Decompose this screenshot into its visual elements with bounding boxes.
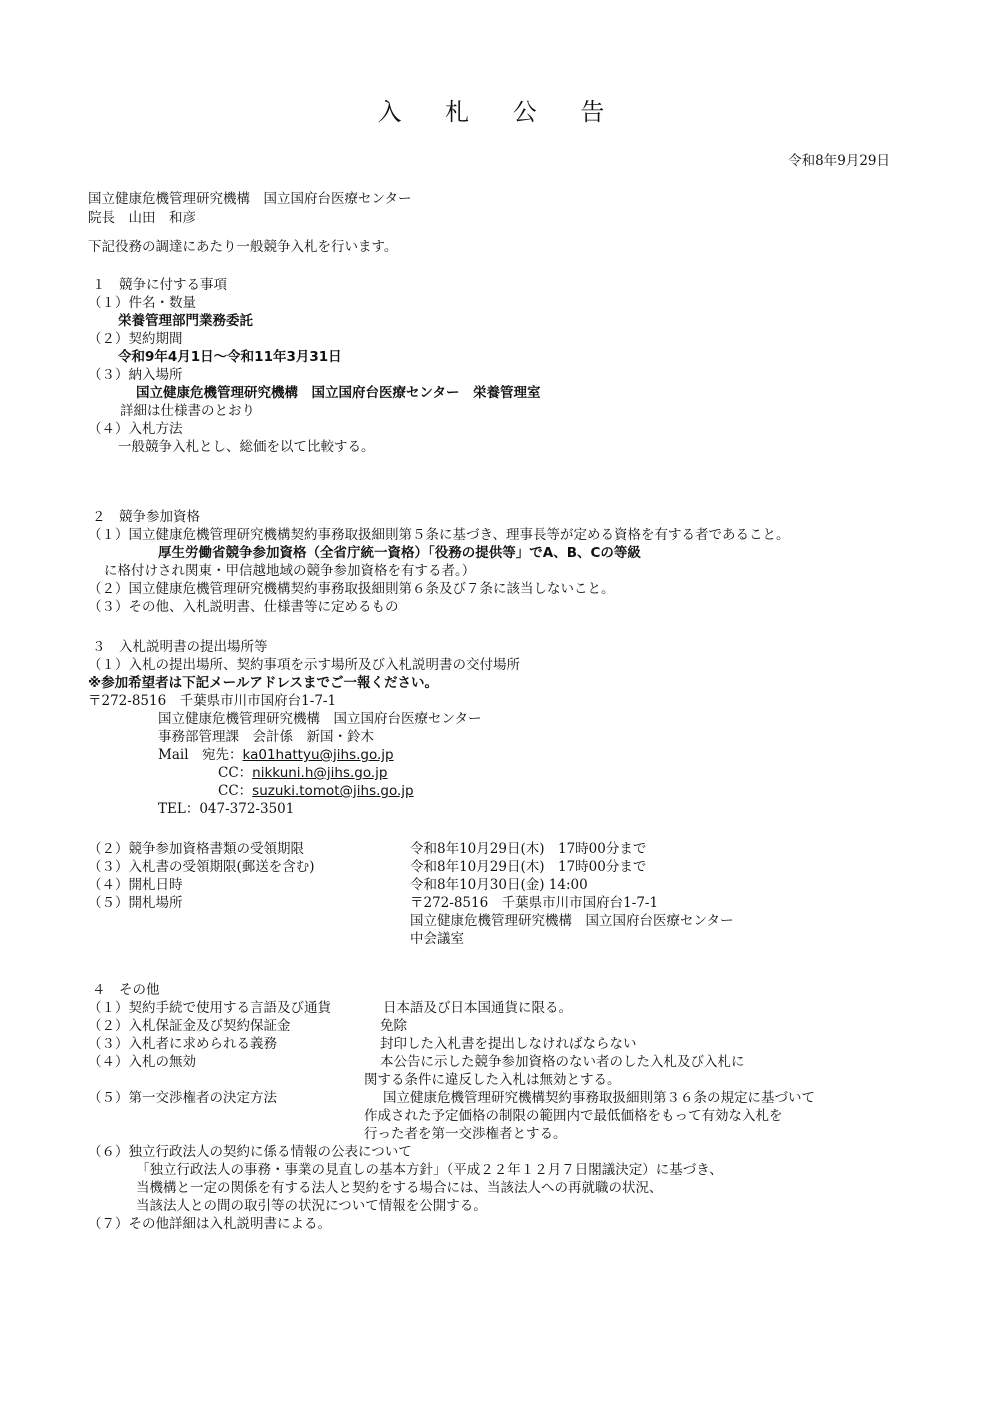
s1-item2-value: 令和9年4月1日～令和11年3月31日 bbox=[118, 349, 342, 365]
s4-item6-text: 「独立行政法人の事務・事業の見直しの基本方針」（平成２２年１２月７日閣議決定）に基づき、 bbox=[136, 1162, 723, 1178]
s4-item7: （７）その他詳細は入札説明書による。 bbox=[88, 1216, 331, 1232]
s4-item2-label: （２）入札保証金及び契約保証金 bbox=[88, 1018, 291, 1034]
s3-opening-place-org: 国立健康危機管理研究機構 国立国府台医療センター bbox=[410, 913, 734, 929]
s3-postal-address: 〒272-8516 千葉県市川市国府台1-7-1 bbox=[88, 693, 337, 709]
s4-item6-text-cont2: 当該法人との間の取引等の状況について情報を公開する。 bbox=[136, 1198, 487, 1214]
s1-item3-note: 詳細は仕様書のとおり bbox=[120, 403, 255, 419]
s4-item5-value: 国立健康危機管理研究機構契約事務取扱細則第３６条の規定に基づいて bbox=[383, 1090, 815, 1106]
s4-item6-text-cont: 当機構と一定の関係を有する法人と契約をする場合には、当該法人への再就職の状況、 bbox=[136, 1180, 663, 1196]
s4-item5-value-cont2: 行った者を第一交渉権者とする。 bbox=[364, 1126, 567, 1142]
s3-row-label: （３）入札書の受領期限(郵送を含む) bbox=[88, 859, 315, 875]
s3-row-label: （２）競争参加資格書類の受領期限 bbox=[88, 841, 304, 857]
s2-item1: （１）国立健康危機管理研究機構契約事務取扱細則第５条に基づき、理事長等が定める資格を有する者であること。 bbox=[88, 527, 790, 543]
s3-cc2-row bbox=[218, 782, 414, 800]
s3-row-value: 〒272-8516 千葉県市川市国府台1-7-1 bbox=[410, 895, 659, 911]
s4-item5-value-cont: 作成された予定価格の制限の範囲内で最低価格をもって有効な入札を bbox=[364, 1108, 783, 1124]
section1-heading: １ 競争に付する事項 bbox=[92, 277, 227, 293]
mail-label: Mail 宛先： bbox=[158, 747, 243, 763]
s1-item1-value: 栄養管理部門業務委託 bbox=[118, 313, 253, 329]
s3-org: 国立健康危機管理研究機構 国立国府台医療センター bbox=[158, 711, 482, 727]
cc1-link[interactable]: nikkuni.h@jihs.go.jp bbox=[252, 765, 388, 781]
s2-item3: （３）その他、入札説明書、仕様書等に定めるもの bbox=[88, 599, 399, 615]
s3-row-label: （５）開札場所 bbox=[88, 895, 183, 911]
section3-heading: ３ 入札説明書の提出場所等 bbox=[92, 639, 268, 655]
cc2-link[interactable]: suzuki.tomot@jihs.go.jp bbox=[252, 783, 414, 799]
s3-tel: TEL：047-372-3501 bbox=[158, 801, 295, 817]
s3-opening-place-room: 中会議室 bbox=[410, 931, 464, 947]
s4-item5-label: （５）第一交渉権者の決定方法 bbox=[88, 1090, 277, 1106]
mail-to-link[interactable]: ka01hattyu@jihs.go.jp bbox=[242, 747, 394, 763]
s3-item1: （１）入札の提出場所、契約事項を示す場所及び入札説明書の交付場所 bbox=[88, 657, 520, 673]
s2-item2: （２）国立健康危機管理研究機構契約事務取扱細則第６条及び７条に該当しないこと。 bbox=[88, 581, 615, 597]
s3-notice: ※参加希望者は下記メールアドレスまでご一報ください。 bbox=[88, 675, 438, 691]
s4-item2-value: 免除 bbox=[380, 1018, 407, 1034]
cc1-label: CC： bbox=[218, 765, 253, 781]
s4-item3-label: （３）入札者に求められる義務 bbox=[88, 1036, 277, 1052]
s3-dept: 事務部管理課 会計係 新国・鈴木 bbox=[158, 729, 374, 745]
s4-item1-label: （１）契約手続で使用する言語及び通貨 bbox=[88, 1000, 331, 1016]
s3-cc1-row bbox=[218, 764, 388, 782]
s2-item1-region: に格付けされ関東・甲信越地域の競争参加資格を有する者。） bbox=[104, 563, 476, 579]
cc2-label: CC： bbox=[218, 783, 253, 799]
s4-item4-value-cont: 関する条件に違反した入札は無効とする。 bbox=[364, 1072, 621, 1088]
document-title: 入 札 公 告 bbox=[377, 98, 623, 126]
s3-row-value: 令和8年10月30日(金) 14:00 bbox=[410, 877, 588, 893]
s4-item4-label: （４）入札の無効 bbox=[88, 1054, 196, 1070]
s4-item1-value: 日本語及び日本国通貨に限る。 bbox=[383, 1000, 572, 1016]
s4-item3-value: 封印した入札書を提出しなければならない bbox=[380, 1036, 637, 1052]
s4-item6-label: （６）独立行政法人の契約に係る情報の公表について bbox=[88, 1144, 412, 1160]
s3-row-value: 令和8年10月29日(木) 17時00分まで bbox=[410, 859, 647, 875]
section2-heading: ２ 競争参加資格 bbox=[92, 509, 200, 525]
s1-item2-label: （２）契約期間 bbox=[88, 331, 183, 347]
s3-mail-row bbox=[158, 746, 394, 764]
s1-item3-label: （３）納入場所 bbox=[88, 367, 183, 383]
s1-item1-label: （１）件名・数量 bbox=[88, 295, 196, 311]
s1-item3-value: 国立健康危機管理研究機構 国立国府台医療センター 栄養管理室 bbox=[136, 385, 541, 401]
s3-row-label: （４）開札日時 bbox=[88, 877, 183, 893]
issuer-org: 国立健康危機管理研究機構 国立国府台医療センター bbox=[88, 191, 412, 207]
s1-item4-label: （４）入札方法 bbox=[88, 421, 183, 437]
section4-heading: ４ その他 bbox=[92, 982, 160, 998]
intro-text: 下記役務の調達にあたり一般競争入札を行います。 bbox=[88, 239, 398, 255]
s4-item4-value: 本公告に示した競争参加資格のない者のした入札及び入札に bbox=[380, 1054, 745, 1070]
issuer-director: 院長 山田 和彦 bbox=[88, 210, 196, 226]
s3-row-value: 令和8年10月29日(木) 17時00分まで bbox=[410, 841, 647, 857]
s1-item4-value: 一般競争入札とし、総価を以て比較する。 bbox=[118, 439, 375, 455]
s2-item1-qualification: 厚生労働省競争参加資格（全省庁統一資格）「役務の提供等」でA、B、Cの等級 bbox=[158, 545, 641, 561]
document-date: 令和8年9月29日 bbox=[788, 153, 890, 169]
